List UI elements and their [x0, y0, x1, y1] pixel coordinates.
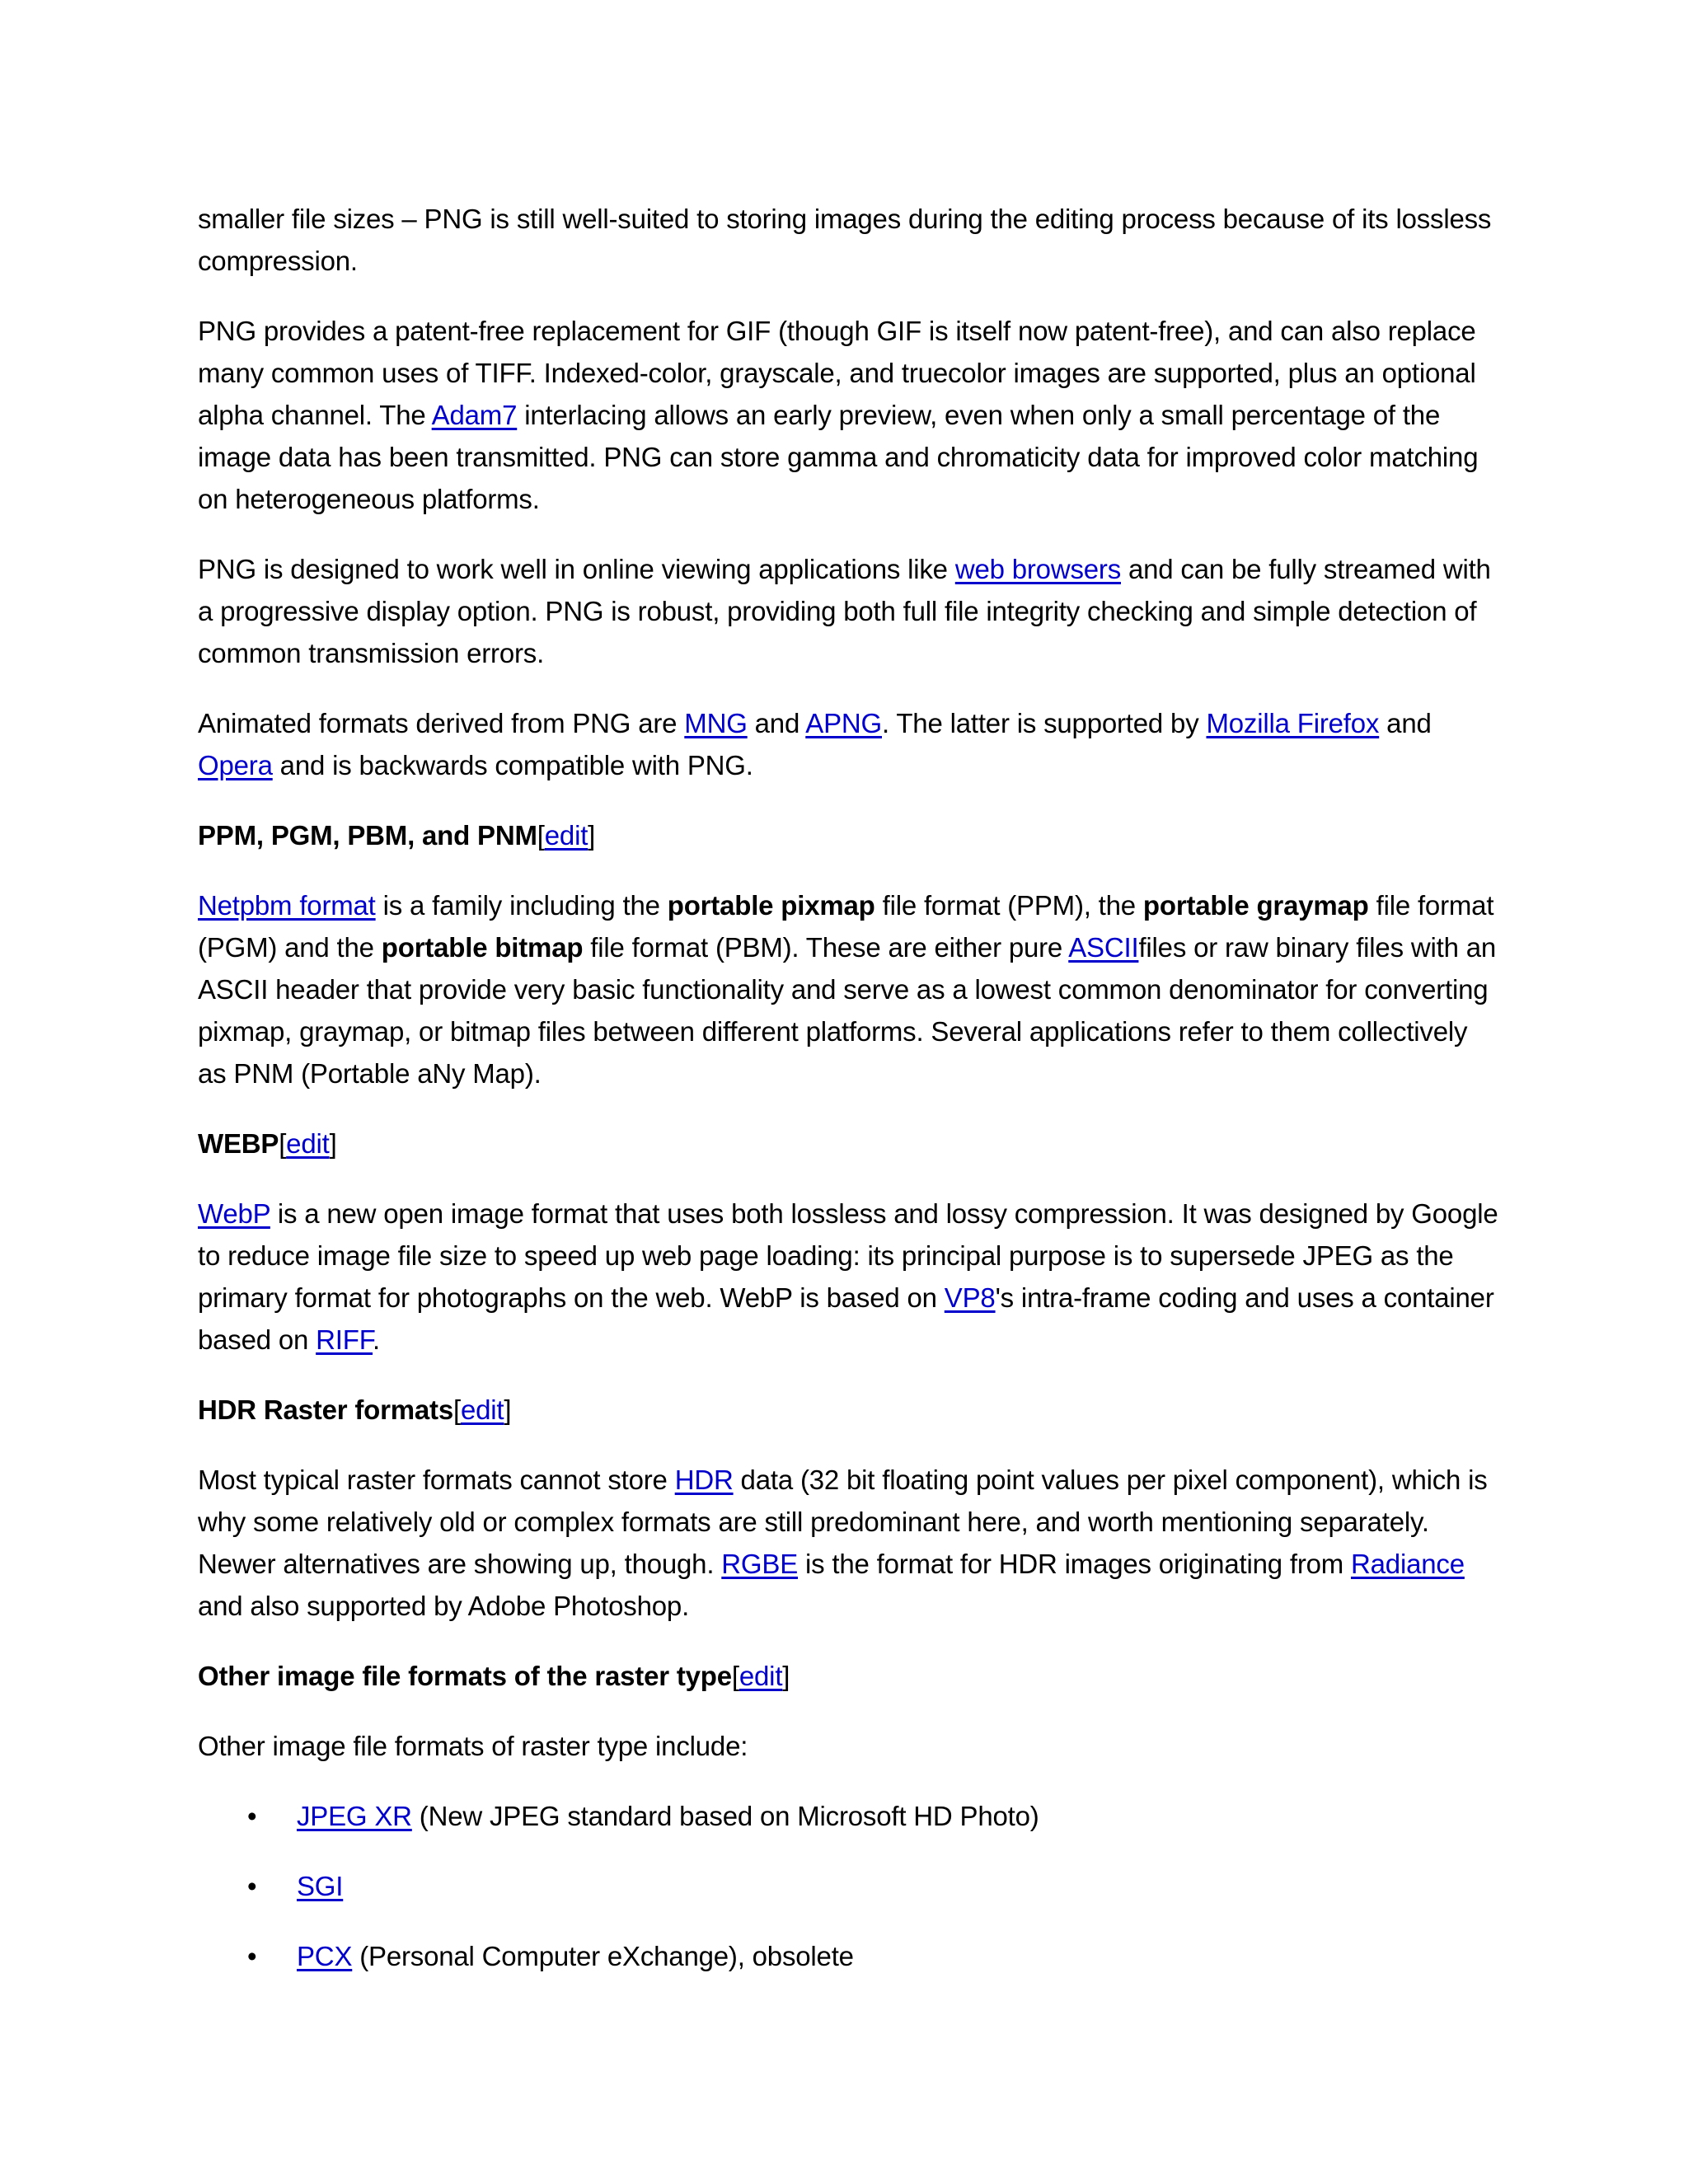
- link-vp8[interactable]: VP8: [944, 1282, 996, 1313]
- link-jpeg-xr[interactable]: JPEG XR: [297, 1801, 412, 1831]
- link-netpbm-format[interactable]: Netpbm format: [198, 890, 376, 921]
- list-item-desc: (Personal Computer eXchange), obsolete: [352, 1941, 854, 1971]
- paragraph-png-online: [198, 548, 1500, 674]
- bold-term: portable bitmap: [381, 932, 584, 963]
- text: is a family including the: [375, 890, 668, 921]
- text: 's intra-frame coding and uses a container based on: [198, 1282, 1494, 1355]
- list-item-desc: (New JPEG standard based on Microsoft HD Photo): [411, 1801, 1039, 1831]
- text: and is backwards compatible with PNG.: [272, 750, 753, 780]
- edit-link-hdr[interactable]: edit: [460, 1394, 504, 1425]
- list-item: [198, 1795, 1500, 1837]
- link-rgbe[interactable]: RGBE: [721, 1549, 799, 1579]
- text: Animated formats derived from PNG are: [198, 708, 685, 738]
- paragraph-png-features: [198, 310, 1500, 520]
- text: and: [747, 708, 806, 738]
- text: smaller file sizes – PNG is still well-suited to storing images during the editing process because of its lossless compression.: [198, 204, 1492, 276]
- text: interlacing allows an early preview, even when only a small percentage of the image data has been transmitted. PNG can store gamma and chromaticity data for improved color matching on heterogeneous platforms.: [198, 400, 1479, 514]
- paragraph-hdr: [198, 1459, 1500, 1627]
- paragraph-png-animated: [198, 702, 1500, 786]
- text: is the format for HDR images originating from: [798, 1549, 1352, 1579]
- link-ascii[interactable]: ASCII: [1068, 932, 1139, 963]
- paragraph-netpbm: [198, 884, 1500, 1094]
- heading-title: PPM, PGM, PBM, and PNM: [198, 820, 537, 851]
- paragraph-png-lossless: [198, 198, 1500, 282]
- bracket-open: [: [537, 820, 545, 851]
- text: . The latter is supported by: [882, 708, 1207, 738]
- text: file format (PBM). These are either pure: [583, 932, 1069, 963]
- document-page: [198, 198, 1500, 2005]
- bracket-open: [: [452, 1394, 461, 1425]
- text: PNG provides a patent-free replacement for GIF (though GIF is itself now patent-free), and can also replace many common uses of TIFF. Indexed-color, grayscale, and truecolor images are supported, plus an optional alpha channel. The: [198, 316, 1476, 430]
- text: and also supported by Adobe Photoshop.: [198, 1591, 690, 1621]
- bracket-close: ]: [504, 1394, 512, 1425]
- link-opera[interactable]: Opera: [198, 750, 273, 780]
- heading-title: HDR Raster formats: [198, 1394, 453, 1425]
- paragraph-webp: [198, 1193, 1500, 1361]
- link-adam7[interactable]: Adam7: [431, 400, 518, 430]
- text: files or raw binary files with an ASCII header that provide very basic functionality and serve as a lowest common denominator for converting pixmap, graymap, or bitmap files between different platforms. Several applications refer to them collectively as PNM (Portable aNy Map).: [198, 932, 1497, 1089]
- bold-term: portable graymap: [1142, 890, 1369, 921]
- bold-term: portable pixmap: [667, 890, 875, 921]
- link-web-browsers[interactable]: web browsers: [954, 554, 1121, 584]
- bullet-icon: •: [247, 1871, 257, 1901]
- bracket-close: ]: [588, 820, 596, 851]
- bracket-open: [: [279, 1128, 287, 1159]
- bracket-close: ]: [329, 1128, 337, 1159]
- link-hdr[interactable]: HDR: [674, 1465, 734, 1495]
- text: is a new open image format that uses both lossless and lossy compression. It was designed by Google to reduce image file size to speed up web page loading: its principal purpose is to supersede JPEG as the primary format for photographs on the web. WebP is based on: [198, 1198, 1498, 1313]
- bullet-icon: •: [247, 1941, 257, 1971]
- edit-link-webp[interactable]: edit: [286, 1128, 330, 1159]
- heading-other-raster-formats: [198, 1655, 1500, 1697]
- bracket-open: [: [731, 1661, 739, 1691]
- link-mng[interactable]: MNG: [684, 708, 748, 738]
- text: data (32 bit floating point values per pixel component), which is why some relatively old or complex formats are still predominant here, and worth mentioning separately. Newer alternatives are showing up, though.: [198, 1465, 1488, 1579]
- edit-link-other[interactable]: edit: [738, 1661, 783, 1691]
- bracket-close: ]: [782, 1661, 790, 1691]
- link-sgi[interactable]: SGI: [297, 1871, 344, 1901]
- text: .: [373, 1324, 380, 1355]
- paragraph-other-intro: [198, 1725, 1500, 1767]
- list-item: [198, 1865, 1500, 1907]
- text: Most typical raster formats cannot store: [198, 1465, 675, 1495]
- link-mozilla-firefox[interactable]: Mozilla Firefox: [1206, 708, 1380, 738]
- text: PNG is designed to work well in online viewing applications like: [198, 554, 955, 584]
- link-riff[interactable]: RIFF: [316, 1324, 373, 1355]
- edit-link-ppm[interactable]: edit: [544, 820, 588, 851]
- link-webp[interactable]: WebP: [198, 1198, 270, 1229]
- link-pcx[interactable]: PCX: [297, 1941, 353, 1971]
- text: Other image file formats of raster type include:: [198, 1731, 748, 1761]
- link-apng[interactable]: APNG: [805, 708, 882, 738]
- text: and: [1379, 708, 1432, 738]
- text: and can be fully streamed with a progressive display option. PNG is robust, providing both full file integrity checking and simple detection of common transmission errors.: [198, 554, 1491, 668]
- text: file format (PGM) and the: [198, 890, 1494, 963]
- heading-ppm-pgm-pbm-pnm: [198, 814, 1500, 856]
- heading-title: WEBP: [198, 1128, 279, 1159]
- bullet-icon: •: [247, 1801, 257, 1831]
- heading-hdr-raster-formats: [198, 1389, 1500, 1431]
- list-item: [198, 1935, 1500, 1977]
- link-radiance[interactable]: Radiance: [1351, 1549, 1465, 1579]
- heading-webp: [198, 1122, 1500, 1165]
- heading-title: Other image file formats of the raster type: [198, 1661, 732, 1691]
- text: file format (PPM), the: [874, 890, 1143, 921]
- raster-formats-list: [198, 1795, 1500, 1977]
